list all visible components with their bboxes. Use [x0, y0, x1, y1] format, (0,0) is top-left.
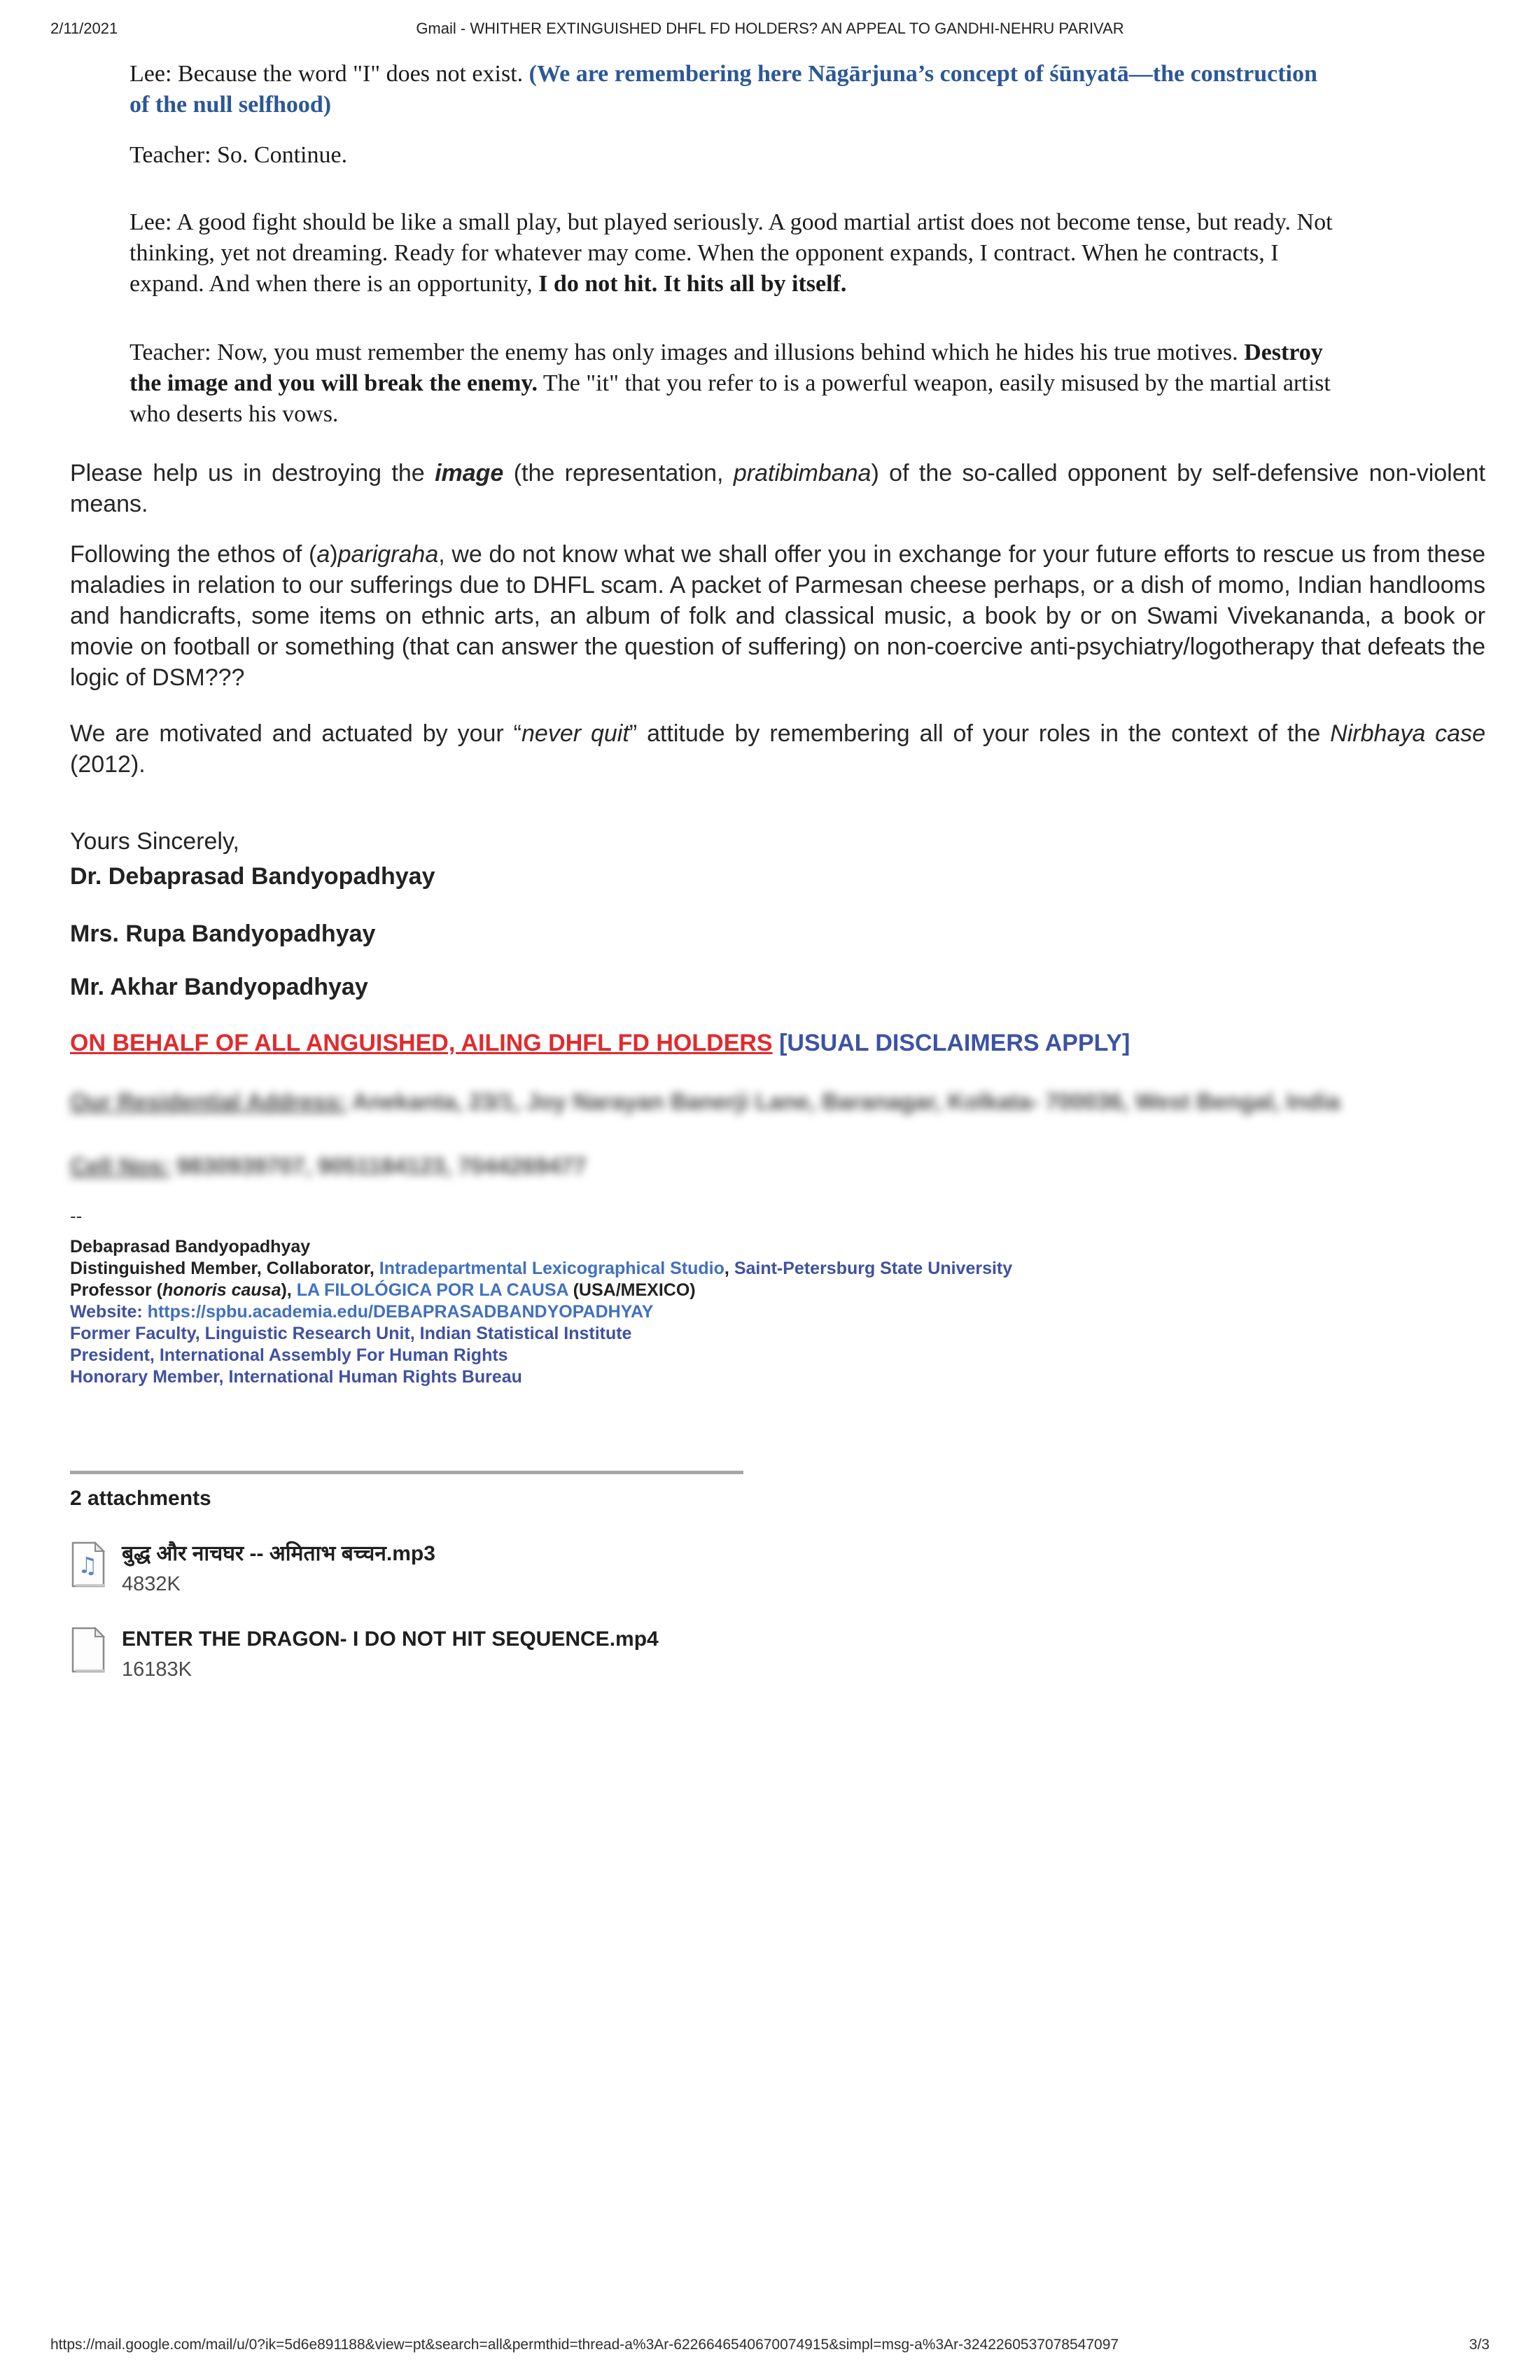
link-text[interactable]: LA FILOLÓGICA POR LA CAUSA [296, 1280, 568, 1300]
attachments-divider [70, 1471, 743, 1474]
text-segment: Former Faculty, Linguistic Research Unit, Indian Statistical Institute [70, 1324, 632, 1343]
text-segment: parigraha [337, 541, 439, 568]
closing-salutation: Yours Sincerely, [70, 828, 239, 855]
text-segment: a [316, 541, 330, 568]
text-segment: Teacher: Now, you must remember the enemy has only images and illusions behind which he hides his true motives. [130, 340, 1245, 365]
text-segment: Nirbhaya case [1330, 720, 1485, 747]
on-behalf-heading [70, 1028, 1485, 1058]
text-segment: (We are remembering here Nāgārjuna’s concept of śūnyatā—the construction of the null selfhood) [130, 61, 1317, 118]
file-icon [70, 1627, 106, 1673]
redacted-residential-address [70, 1082, 1358, 1121]
text-segment: , we do not know what we shall offer you in exchange for your future efforts to rescue us from these maladies in relation to our sufferings due to DHFL scam. A packet of Parmesan cheese perhaps, or a dish of momo, Indian handlooms and handicrafts, some items on ethnic arts, an album of folk and classical music, a book by or on Swami Vivekananda, a book or movie on football or something (that can answer the question of suffering) on non-coercive anti-psychiatry/logotherapy that defeats the logic of DSM??? [70, 541, 1485, 691]
link-text[interactable]: Intradepartmental Lexicographical Studio [379, 1259, 724, 1278]
attachment-item-mp4[interactable] [70, 1627, 1485, 1681]
text-segment: (2012). [70, 751, 146, 778]
text-segment: Debaprasad Bandyopadhyay [70, 1237, 311, 1256]
signature-affiliation-4 [70, 1345, 1485, 1366]
text-segment: The "it" that you refer to is a powerful weapon, easily misused by the martial artist who deserts his vows. [130, 370, 1331, 427]
print-page-indicator: 3/3 [1469, 2337, 1490, 2353]
text-segment: Lee: Because the word "I" does not exist. [130, 61, 529, 87]
signatory-1: Dr. Debaprasad Bandyopadhyay [70, 863, 435, 890]
dialogue-line-teacher-1 [130, 140, 1340, 171]
signature-separator: -- [70, 1205, 83, 1226]
text-segment: I do not hit. It hits all by itself. [538, 271, 847, 297]
text-segment: President, International Assembly For Human Rights [70, 1345, 508, 1365]
attachment-name[interactable]: बुद्ध और नाचघर -- अमिताभ बच्चन.mp3 [122, 1542, 435, 1565]
svg-text:♫: ♫ [78, 1552, 98, 1578]
redacted-cell-numbers [70, 1147, 1358, 1186]
text-segment: image [435, 460, 504, 486]
text-segment: ” attitude by remembering all of your roles in the context of the [629, 720, 1331, 747]
text-segment: pratibimbana [733, 460, 872, 486]
text-segment: Website: [70, 1302, 148, 1322]
text-segment: Cell Nos: [70, 1153, 171, 1179]
paragraph-help-request [70, 458, 1485, 519]
attachment-size: 16183K [122, 1658, 192, 1681]
print-footer [50, 2337, 1490, 2353]
text-segment: (USA/MEXICO) [568, 1280, 696, 1300]
text-segment: Professor ( [70, 1280, 162, 1300]
text-segment: Our Residential Address: [70, 1088, 346, 1114]
print-date: 2/11/2021 [50, 20, 118, 37]
text-segment: Please help us in destroying the [70, 460, 435, 486]
print-header [0, 20, 1540, 41]
signature-name [70, 1236, 1485, 1258]
attachment-item-mp3[interactable] [70, 1541, 1485, 1596]
text-segment: , [724, 1259, 734, 1278]
link-text[interactable]: Saint-Petersburg State University [734, 1259, 1013, 1278]
text-segment: Distinguished Member, Collaborator, [70, 1259, 379, 1278]
print-title: Gmail - WHITHER EXTINGUISHED DHFL FD HOLDERS? AN APPEAL TO GANDHI-NEHRU PARIVAR [416, 20, 1124, 37]
text-segment: 9830939707, 9051184123, 7044269477 [170, 1153, 587, 1179]
text-segment: We are motivated and actuated by your “ [70, 720, 522, 747]
music-file-icon [70, 1541, 106, 1588]
text-segment: Following the ethos of ( [70, 541, 317, 568]
text-segment: ) [330, 541, 338, 568]
text-segment: ON BEHALF OF ALL ANGUISHED, AILING DHFL FD HOLDERS [70, 1030, 773, 1056]
attachments-header: 2 attachments [70, 1487, 211, 1510]
signatory-3: Mr. Akhar Bandyopadhyay [70, 974, 368, 1000]
signature-affiliation-2 [70, 1280, 1485, 1301]
text-segment: honoris causa [162, 1280, 281, 1300]
text-segment: (the representation, [503, 460, 734, 486]
dialogue-line-lee-2 [130, 207, 1340, 300]
text-segment: ), [281, 1280, 297, 1300]
signature-block [70, 1236, 1485, 1388]
print-footer-url: https://mail.google.com/mail/u/0?ik=5d6e891188&view=pt&search=all&permthid=thread-a%3Ar-6226646540670074915&simpl=msg-a%3Ar-3242260537078547097 [50, 2337, 1119, 2353]
signatory-2: Mrs. Rupa Bandyopadhyay [70, 920, 376, 947]
attachment-size: 4832K [122, 1573, 181, 1595]
text-segment: Honorary Member, International Human Rights Bureau [70, 1367, 522, 1387]
paragraph-motivation [70, 718, 1485, 780]
text-segment [773, 1030, 779, 1056]
text-segment: Lee: A good fight should be like a small play, but played seriously. A good martial artist does not become tense, but ready. Not thinking, yet not dreaming. Ready for whatever may come. When the opponent expands, I contract. When he contracts, I expand. And when there is an opportunity, [130, 209, 1333, 297]
attachment-text [122, 1541, 435, 1596]
link-text[interactable]: https://spbu.academia.edu/DEBAPRASADBANDYOPADHYAY [147, 1302, 654, 1322]
signature-affiliation-5 [70, 1366, 1485, 1388]
signature-affiliation-1 [70, 1258, 1485, 1280]
paragraph-ethos [70, 539, 1485, 693]
text-segment: Destroy the image and you will break the enemy. [130, 340, 1323, 396]
text-segment: never quit [522, 720, 629, 747]
dialogue-line-lee-1 [130, 59, 1340, 120]
signature-affiliation-3 [70, 1323, 1485, 1345]
text-segment: Teacher: So. Continue. [130, 142, 348, 168]
attachment-name[interactable]: ENTER THE DRAGON- I DO NOT HIT SEQUENCE.mp4 [122, 1628, 659, 1651]
text-segment: ) of the so-called opponent by self-defensive non-violent means. [70, 460, 1485, 517]
text-segment: Anekanta, 23/1, Joy Narayan Banerji Lane, Baranagar, Kolkata- 700036, West Bengal, India [346, 1088, 1340, 1114]
attachment-text [122, 1627, 659, 1681]
text-segment: [USUAL DISCLAIMERS APPLY] [779, 1030, 1130, 1056]
dialogue-line-teacher-2 [130, 337, 1340, 430]
signature-website [70, 1301, 1485, 1323]
